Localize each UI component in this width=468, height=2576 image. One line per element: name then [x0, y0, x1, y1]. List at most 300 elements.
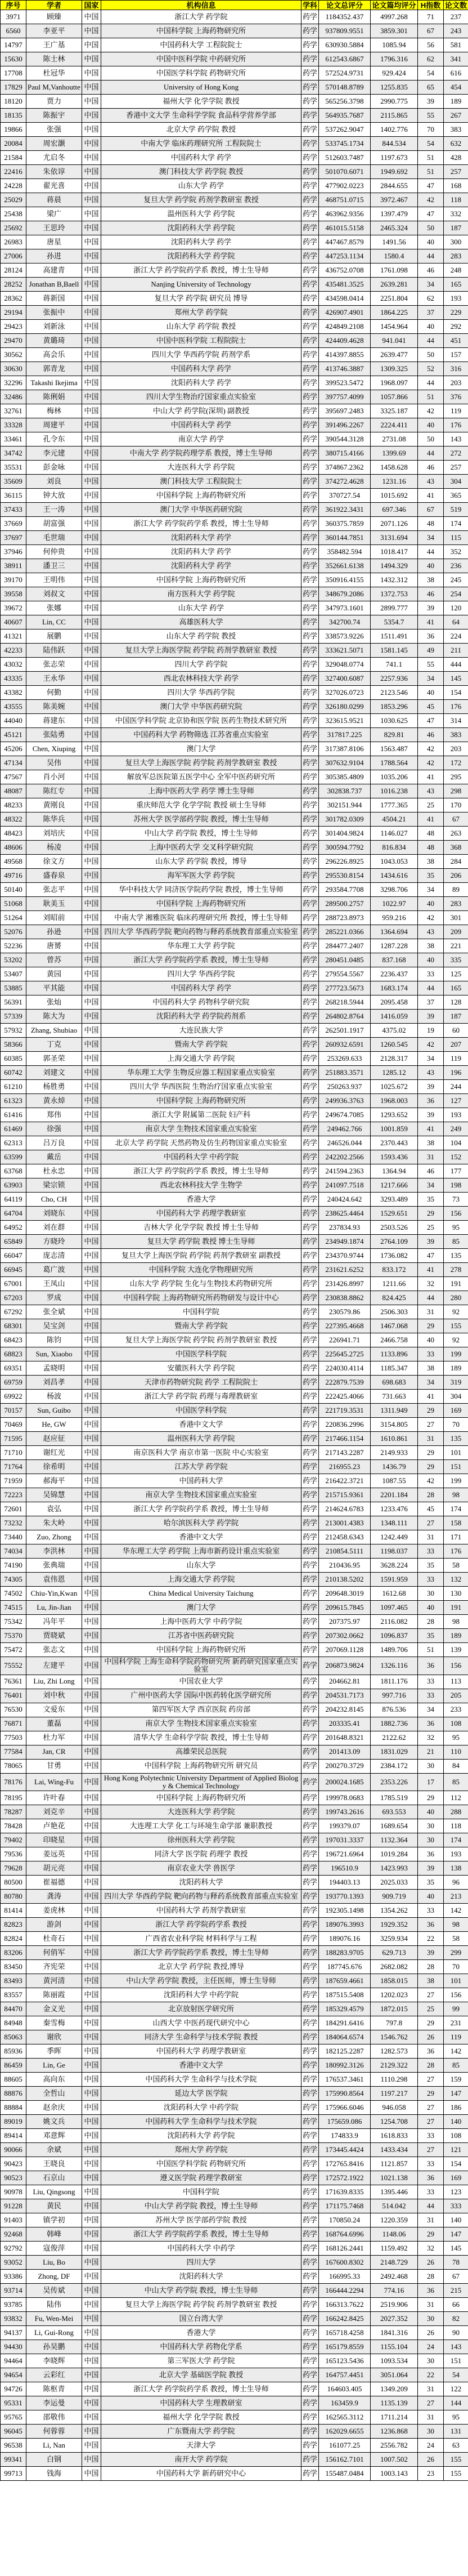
cell-institution: 四川大学 华西药学院 药剂学系: [101, 348, 302, 362]
cell-discipline: 药学: [302, 1038, 319, 1052]
cell-scholar: 梅林: [26, 404, 82, 418]
table-row: [1, 1291, 468, 1305]
cell-avg-score: 1591.959: [371, 1573, 418, 1587]
cell-h-index: 70: [418, 123, 444, 137]
cell-h-index: 38: [418, 855, 444, 869]
cell-discipline: 药学: [302, 1249, 319, 1263]
cell-discipline: 药学: [302, 756, 319, 770]
cell-country: 中国: [82, 615, 101, 630]
cell-discipline: 药学: [302, 630, 319, 644]
cell-rank: 68823: [1, 1347, 26, 1361]
cell-avg-score: 697.346: [371, 503, 418, 517]
cell-discipline: 药学: [302, 2101, 319, 2115]
cell-paper-count: 451: [444, 334, 468, 348]
cell-discipline: 药学: [302, 1861, 319, 1876]
cell-avg-score: 1217.666: [371, 1178, 418, 1193]
cell-total-score: 399523.5472: [319, 376, 371, 390]
cell-rank: 99713: [1, 2467, 26, 2481]
cell-discipline: 药学: [302, 1164, 319, 1178]
cell-total-score: 240424.642: [319, 1193, 371, 1207]
table-row: [1, 2284, 468, 2298]
cell-avg-score: 1236.868: [371, 2425, 418, 2439]
cell-scholar: 石京山: [26, 2171, 82, 2185]
cell-h-index: 49: [418, 644, 444, 658]
cell-avg-score: 1777.365: [371, 798, 418, 812]
cell-total-score: 227395.4668: [319, 1319, 371, 1333]
cell-paper-count: 298: [444, 784, 468, 798]
table-row: [1, 1038, 468, 1052]
cell-country: 中国: [82, 630, 101, 644]
table-row: [1, 798, 468, 812]
column-header-cell-discipline: 学科: [302, 1, 319, 10]
cell-discipline: 药学: [302, 658, 319, 672]
cell-rank: 94726: [1, 2382, 26, 2396]
cell-scholar: 翟光喜: [26, 179, 82, 193]
cell-institution: 南开大学 药学院: [101, 2453, 302, 2467]
table-row: [1, 2368, 468, 2382]
cell-discipline: 药学: [302, 1946, 319, 1960]
table-row: [1, 1249, 468, 1263]
cell-paper-count: 191: [444, 1601, 468, 1615]
cell-country: 中国: [82, 1502, 101, 1516]
cell-total-score: 173445.4424: [319, 2143, 371, 2157]
cell-scholar: Lin, CC: [26, 615, 82, 630]
cell-scholar: 谢欣: [26, 2030, 82, 2044]
cell-country: 中国: [82, 1164, 101, 1178]
cell-paper-count: 211: [444, 644, 468, 658]
table-row: [1, 855, 468, 869]
cell-institution: 中国医学科学院 北京协和医学院 医药生物技术研究所: [101, 714, 302, 728]
cell-rank: 47567: [1, 770, 26, 784]
cell-rank: 32761: [1, 404, 26, 418]
cell-avg-score: 1841.316: [371, 2326, 418, 2340]
cell-rank: 67292: [1, 1305, 26, 1319]
cell-h-index: 28: [418, 1960, 444, 1974]
cell-scholar: Li, Nan: [26, 2439, 82, 2453]
cell-paper-count: 156: [444, 1988, 468, 2002]
cell-total-score: 937809.9551: [319, 24, 371, 38]
cell-institution: 海军军医大学 药学院: [101, 869, 302, 883]
cell-scholar: 蒋晨: [26, 193, 82, 207]
cell-h-index: 38: [418, 573, 444, 587]
cell-scholar: 葛广波: [26, 1263, 82, 1277]
cell-country: 中国: [82, 1136, 101, 1150]
cell-country: 中国: [82, 2425, 101, 2439]
cell-h-index: 40: [418, 1890, 444, 1904]
cell-scholar: 游剑: [26, 1918, 82, 1932]
cell-institution: 天津市药物研究院 药学 工程院院士: [101, 1376, 302, 1390]
cell-country: 中国: [82, 728, 101, 742]
table-row: [1, 292, 468, 306]
cell-paper-count: 288: [444, 1805, 468, 1819]
cell-institution: 中南大学 药学院药理学系 教授，博士生导师: [101, 447, 302, 461]
cell-institution: 中国药科大学 新药研究中心: [101, 2467, 302, 2481]
cell-total-score: 570148.8789: [319, 81, 371, 95]
cell-scholar: 庞志清: [26, 1249, 82, 1263]
cell-scholar: 左建平: [26, 1657, 82, 1675]
cell-h-index: 51: [418, 390, 444, 404]
table-row: [1, 1615, 468, 1629]
cell-avg-score: 1416.059: [371, 1010, 418, 1024]
cell-avg-score: 3325.187: [371, 404, 418, 418]
cell-scholar: Jonathan B,Baell: [26, 278, 82, 292]
cell-discipline: 药学: [302, 939, 319, 953]
cell-scholar: 金义光: [26, 2002, 82, 2016]
cell-country: 中国: [82, 489, 101, 503]
table-row: [1, 883, 468, 897]
table-row: [1, 1277, 468, 1291]
cell-country: 中国: [82, 1277, 101, 1291]
table-row: [1, 658, 468, 672]
cell-scholar: Takashi Ikejima: [26, 376, 82, 390]
cell-total-score: 572524.9731: [319, 66, 371, 81]
cell-paper-count: 155: [444, 2453, 468, 2467]
cell-country: 中国: [82, 461, 101, 475]
cell-paper-count: 122: [444, 2382, 468, 2396]
cell-country: 中国: [82, 517, 101, 531]
cell-scholar: Lai, Wing-Fu: [26, 1773, 82, 1791]
cell-discipline: 药学: [302, 264, 319, 278]
cell-paper-count: 632: [444, 137, 468, 151]
cell-scholar: 高建青: [26, 264, 82, 278]
cell-total-score: 512603.7487: [319, 151, 371, 165]
cell-institution: 郑州大学 药学院: [101, 306, 302, 320]
cell-scholar: 展鹏: [26, 630, 82, 644]
cell-total-score: 217466.1154: [319, 1432, 371, 1446]
cell-h-index: 24: [418, 2340, 444, 2354]
cell-institution: 大连医科大学 药学院: [101, 461, 302, 475]
cell-h-index: 45: [418, 1502, 444, 1516]
cell-country: 中国: [82, 264, 101, 278]
cell-discipline: 药学: [302, 770, 319, 784]
cell-country: 中国: [82, 2284, 101, 2298]
cell-discipline: 药学: [302, 2298, 319, 2312]
cell-scholar: Liu, Qingsong: [26, 2185, 82, 2199]
cell-rank: 53407: [1, 967, 26, 981]
cell-h-index: 50: [418, 348, 444, 362]
cell-scholar: 王明伟: [26, 573, 82, 587]
cell-scholar: 耿美玉: [26, 897, 82, 911]
cell-total-score: 166995.33: [319, 2270, 371, 2284]
table-row: [1, 1164, 468, 1178]
cell-discipline: 药学: [302, 1319, 319, 1333]
cell-institution: 重庆师范大学 化学学院 教授 硕士生导师: [101, 798, 302, 812]
cell-country: 中国: [82, 559, 101, 573]
cell-rank: 64952: [1, 1221, 26, 1235]
cell-scholar: 陈枢青: [26, 2382, 82, 2396]
cell-h-index: 34: [418, 278, 444, 292]
cell-institution: 浙江大学 药学院药学系 教授: [101, 1918, 302, 1932]
cell-institution: 广州中医药大学 国际中医药转化医学研究所: [101, 1689, 302, 1703]
cell-avg-score: 1489.706: [371, 1643, 418, 1657]
cell-discipline: 药学: [302, 2312, 319, 2326]
cell-country: 中国: [82, 207, 101, 221]
cell-rank: 29423: [1, 320, 26, 334]
cell-h-index: 32: [418, 1277, 444, 1291]
cell-discipline: 药学: [302, 615, 319, 630]
cell-paper-count: 155: [444, 1319, 468, 1333]
cell-discipline: 药学: [302, 1559, 319, 1573]
cell-paper-count: 299: [444, 1946, 468, 1960]
cell-paper-count: 66: [444, 2298, 468, 2312]
cell-scholar: Zhang, Shubiao: [26, 1024, 82, 1038]
cell-institution: 暨南大学 药学院: [101, 1319, 302, 1333]
cell-institution: 四川大学: [101, 2256, 302, 2270]
cell-avg-score: 797.8: [371, 2016, 418, 2030]
cell-total-score: 435481.3525: [319, 278, 371, 292]
cell-rank: 71959: [1, 1474, 26, 1488]
cell-discipline: 药学: [302, 81, 319, 95]
cell-country: 中国: [82, 897, 101, 911]
cell-discipline: 药学: [302, 1573, 319, 1587]
cell-scholar: Zhong, DF: [26, 2270, 82, 2284]
cell-avg-score: 1260.545: [371, 1038, 418, 1052]
cell-avg-score: 1563.487: [371, 742, 418, 756]
cell-avg-score: 876.536: [371, 1703, 418, 1717]
table-row: [1, 1305, 468, 1319]
cell-h-index: 33: [418, 2185, 444, 2199]
cell-rank: 34742: [1, 447, 26, 461]
cell-scholar: 刘昌孝: [26, 1376, 82, 1390]
cell-avg-score: 1025.672: [371, 1080, 418, 1094]
cell-country: 中国: [82, 644, 101, 658]
cell-discipline: 药学: [302, 1404, 319, 1418]
cell-total-score: 370727.54: [319, 489, 371, 503]
cell-avg-score: 2844.655: [371, 179, 418, 193]
cell-h-index: 22: [418, 1932, 444, 1946]
cell-scholar: 赵应征: [26, 1432, 82, 1446]
cell-paper-count: 267: [444, 109, 468, 123]
cell-country: 中国: [82, 1178, 101, 1193]
cell-paper-count: 110: [444, 1745, 468, 1759]
table-row: [1, 179, 468, 193]
cell-paper-count: 352: [444, 545, 468, 559]
cell-institution: 四川大学 华西医院 生物治疗国家重点实验室: [101, 1080, 302, 1094]
table-row: [1, 630, 468, 644]
cell-paper-count: 156: [444, 1207, 468, 1221]
cell-h-index: 40: [418, 953, 444, 967]
cell-paper-count: 248: [444, 264, 468, 278]
cell-country: 中国: [82, 1861, 101, 1876]
cell-scholar: 杜冠华: [26, 66, 82, 81]
table-row: [1, 1150, 468, 1164]
cell-total-score: 468751.0715: [319, 193, 371, 207]
cell-h-index: 27: [418, 2396, 444, 2410]
cell-country: 中国: [82, 1319, 101, 1333]
cell-scholar: 孙逊: [26, 925, 82, 939]
cell-country: 中国: [82, 1643, 101, 1657]
cell-total-score: 301782.0309: [319, 812, 371, 827]
cell-paper-count: 221: [444, 939, 468, 953]
cell-avg-score: 1968.097: [371, 376, 418, 390]
cell-h-index: 39: [418, 1946, 444, 1960]
cell-avg-score: 4504.21: [371, 812, 418, 827]
cell-paper-count: 196: [444, 1066, 468, 1080]
cell-h-index: 67: [418, 24, 444, 38]
cell-h-index: 32: [418, 1731, 444, 1745]
cell-avg-score: 2251.804: [371, 292, 418, 306]
cell-avg-score: 1096.837: [371, 1629, 418, 1643]
cell-total-score: 164603.405: [319, 2382, 371, 2396]
cell-discipline: 药学: [302, 1432, 319, 1446]
cell-country: 中国: [82, 404, 101, 418]
table-row: [1, 1890, 468, 1904]
cell-total-score: 184291.6416: [319, 2016, 371, 2030]
cell-scholar: 陈丽霞: [26, 1988, 82, 2002]
cell-h-index: 26: [418, 2256, 444, 2270]
cell-h-index: 28: [418, 1615, 444, 1629]
table-row: [1, 165, 468, 179]
cell-avg-score: 1085.94: [371, 38, 418, 52]
cell-discipline: 药学: [302, 2354, 319, 2368]
cell-avg-score: 1788.564: [371, 756, 418, 770]
table-row: [1, 151, 468, 165]
cell-total-score: 199743.2616: [319, 1805, 371, 1819]
cell-discipline: 药学: [302, 1207, 319, 1221]
cell-scholar: 朱依谆: [26, 165, 82, 179]
cell-paper-count: 127: [444, 1094, 468, 1108]
cell-h-index: 35: [418, 1629, 444, 1643]
cell-scholar: 刘中秋: [26, 1689, 82, 1703]
cell-rank: 92468: [1, 2227, 26, 2242]
cell-institution: 中国科学院 上海药物研究所: [101, 1094, 302, 1108]
cell-total-score: 175966.6046: [319, 2101, 371, 2115]
cell-total-score: 226941.71: [319, 1333, 371, 1347]
cell-country: 中国: [82, 418, 101, 432]
cell-h-index: 29: [418, 2227, 444, 2242]
cell-avg-score: 2236.437: [371, 967, 418, 981]
cell-country: 中国: [82, 827, 101, 841]
table-row: [1, 404, 468, 418]
cell-total-score: 347973.1601: [319, 601, 371, 615]
cell-avg-score: 1831.029: [371, 1745, 418, 1759]
cell-discipline: 药学: [302, 404, 319, 418]
cell-paper-count: 243: [444, 24, 468, 38]
cell-paper-count: 143: [444, 2340, 468, 2354]
cell-country: 中国: [82, 1052, 101, 1066]
cell-country: 中国: [82, 587, 101, 601]
cell-h-index: 35: [418, 1559, 444, 1573]
cell-rank: 15630: [1, 52, 26, 66]
cell-discipline: 药学: [302, 348, 319, 362]
table-row: [1, 278, 468, 292]
cell-country: 中国: [82, 2101, 101, 2115]
cell-scholar: 谢红光: [26, 1446, 82, 1460]
cell-paper-count: 189: [444, 95, 468, 109]
cell-country: 中国: [82, 2087, 101, 2101]
table-row: [1, 2016, 468, 2030]
table-row: [1, 2101, 468, 2115]
cell-avg-score: 824.425: [371, 1291, 418, 1305]
cell-discipline: 药学: [302, 1689, 319, 1703]
cell-paper-count: 135: [444, 1432, 468, 1446]
cell-paper-count: 169: [444, 2171, 468, 2185]
cell-avg-score: 1711.214: [371, 2410, 418, 2425]
cell-total-score: 156162.7101: [319, 2453, 371, 2467]
cell-scholar: 袁弘: [26, 1502, 82, 1516]
table-row: [1, 925, 468, 939]
cell-scholar: 周宏灏: [26, 137, 82, 151]
table-row: [1, 1689, 468, 1703]
cell-avg-score: 1021.138: [371, 2171, 418, 2185]
cell-scholar: 黄璐琦: [26, 334, 82, 348]
cell-rank: 92792: [1, 2242, 26, 2256]
cell-h-index: 40: [418, 235, 444, 249]
cell-total-score: 204232.8145: [319, 1703, 371, 1717]
cell-country: 中国: [82, 2467, 101, 2481]
cell-discipline: 药学: [302, 1516, 319, 1530]
cell-rank: 93832: [1, 2312, 26, 2326]
cell-total-score: 447467.8579: [319, 235, 371, 249]
cell-scholar: 方晓玲: [26, 1235, 82, 1249]
cell-country: 中国: [82, 1657, 101, 1675]
table-row: [1, 1759, 468, 1773]
cell-total-score: 246526.044: [319, 1136, 371, 1150]
cell-total-score: 167600.8302: [319, 2256, 371, 2270]
cell-discipline: 药学: [302, 559, 319, 573]
table-row: [1, 2213, 468, 2227]
cell-discipline: 药学: [302, 165, 319, 179]
cell-h-index: 30: [418, 2312, 444, 2326]
cell-paper-count: 174: [444, 1833, 468, 1847]
cell-country: 中国: [82, 869, 101, 883]
cell-total-score: 182125.2287: [319, 2044, 371, 2059]
cell-scholar: 刘建文: [26, 1066, 82, 1080]
cell-rank: 95765: [1, 2410, 26, 2425]
cell-rank: 35531: [1, 461, 26, 475]
cell-discipline: 药学: [302, 2129, 319, 2143]
cell-rank: 96538: [1, 2439, 26, 2453]
cell-h-index: 25: [418, 2002, 444, 2016]
cell-h-index: 46: [418, 728, 444, 742]
cell-avg-score: 1311.949: [371, 1404, 418, 1418]
cell-scholar: 张志荣: [26, 658, 82, 672]
table-row: [1, 1178, 468, 1193]
cell-total-score: 329048.0774: [319, 658, 371, 672]
cell-country: 中国: [82, 1474, 101, 1488]
cell-institution: 四川大学 药学院: [101, 658, 302, 672]
cell-country: 中国: [82, 1333, 101, 1347]
cell-institution: 沈阳药科大学 药学院药剂系: [101, 1010, 302, 1024]
cell-institution: 澳门科技大学 工程院院士: [101, 475, 302, 489]
cell-scholar: 黄园: [26, 967, 82, 981]
cell-paper-count: 332: [444, 207, 468, 221]
cell-rank: 90523: [1, 2171, 26, 2185]
cell-country: 中国: [82, 10, 101, 24]
cell-rank: 61416: [1, 1108, 26, 1122]
cell-country: 中国: [82, 1418, 101, 1432]
cell-total-score: 162565.3112: [319, 2410, 371, 2425]
cell-paper-count: 82: [444, 2312, 468, 2326]
cell-institution: 中国医学科学院: [101, 1347, 302, 1361]
cell-h-index: 21: [418, 1745, 444, 1759]
cell-scholar: 张强: [26, 123, 82, 137]
cell-total-score: 203335.41: [319, 1717, 371, 1731]
cell-country: 中国: [82, 376, 101, 390]
cell-discipline: 药学: [302, 1657, 319, 1675]
cell-rank: 27006: [1, 249, 26, 264]
cell-h-index: 30: [418, 1587, 444, 1601]
cell-institution: 第四军医大学 西京医院 药房部: [101, 1703, 302, 1717]
cell-total-score: 268218.5944: [319, 995, 371, 1010]
cell-avg-score: 3859.301: [371, 24, 418, 38]
cell-discipline: 药学: [302, 981, 319, 995]
table-row: [1, 2467, 468, 2481]
cell-rank: 37697: [1, 531, 26, 545]
cell-avg-score: 1132.364: [371, 1833, 418, 1847]
cell-avg-score: 2519.906: [371, 2298, 418, 2312]
cell-rank: 39558: [1, 587, 26, 601]
